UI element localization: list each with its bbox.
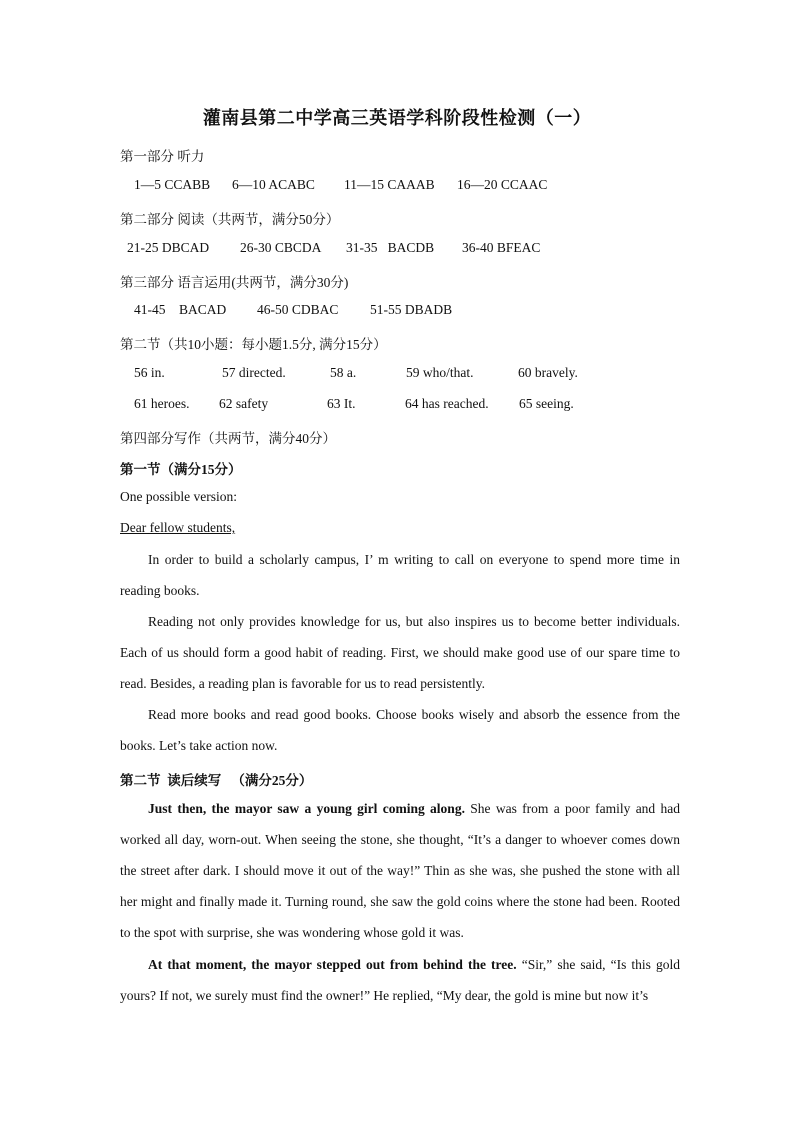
paragraph-text: In order to build a scholarly campus, I’ m writing to call on everyone to spend more time in reading books. [120,552,680,598]
fill-answer: 60 bravely. [518,365,578,380]
paragraph-text: Reading not only provides knowledge for us, but also inspires us to become better individuals. Each of us should form a good habit of reading. First, we should make good use of our spare time to read. Besides, a reading plan is favorable for us to read persistently. [120,614,680,691]
paragraph-text: Read more books and read good books. Choose books wisely and absorb the essence from the books. Let’s take action now. [120,707,680,753]
answer-group: 46-50 CDBAC [257,302,339,317]
continuation-paragraph [120,793,680,948]
part3-section2-heading: 第二节（共10小题：每小题1.5分, 满分15分） [120,337,387,352]
fill-answer: 65 seeing. [519,396,574,411]
letter-paragraph [120,544,680,606]
letter-paragraph [120,699,680,761]
letter-paragraph [120,606,680,699]
fill-answer: 58 a. [330,365,357,380]
fill-answer: 62 safety [219,396,269,411]
paragraph-text: She was from a poor family and had worked all day, worn-out. When seeing the stone, she thought, “It’s a danger to whoever comes down the street after dark. I should move it out of the way!” Thin as she was, she pushed the stone with all her might and finally made it. Turning round, she saw the gold coins where the stone had been. Rooted to the spot with surprise, she was wondering whose gold it was. [120,801,680,940]
answer-group: 36-40 BFEAC [462,240,541,255]
answer-group: 6—10 ACABC [232,177,315,192]
part3-heading: 第三部分 语言运用(共两节，满分30分) [120,275,349,290]
version-label: One possible version: [120,489,237,504]
section2-heading: 第二节 读后续写 （满分25分） [120,773,313,788]
fill-answer: 59 who/that. [406,365,474,380]
letter-greeting: Dear fellow students, [120,520,236,535]
fill-answer: 56 in. [134,365,165,380]
answer-group: 16—20 CCAAC [457,177,548,192]
fill-answer: 64 has reached. [405,396,489,411]
paragraph-text: “Sir,” she said, “Is this gold yours? If not, we surely must find the owner!” He replied, “My dear, the gold is mine but now it’s [120,957,681,1003]
answer-group: 11—15 CAAAB [344,177,435,192]
answer-group: 51-55 DBADB [370,302,453,317]
answer-group: 21-25 DBCAD [127,240,210,255]
answer-group: 31-35 BACDB [346,240,435,255]
answer-group: 1—5 CCABB [134,177,211,192]
fill-answer: 57 directed. [222,365,286,380]
fill-answer: 63 It. [327,396,356,411]
answer-group: 41-45 BACAD [134,302,227,317]
section1-heading: 第一节（满分15分） [120,462,242,477]
part1-heading: 第一部分 听力 [120,149,205,164]
page-title: 灌南县第二中学高三英语学科阶段性检测（一） [202,108,592,128]
fill-answer: 61 heroes. [134,396,190,411]
part4-heading: 第四部分写作（共两节，满分40分） [120,431,336,446]
paragraph-lead: Just then, the mayor saw a young girl coming along. [148,801,465,816]
part2-heading: 第二部分 阅读（共两节，满分50分） [120,212,340,227]
answer-group: 26-30 CBCDA [240,240,322,255]
paragraph-lead: At that moment, the mayor stepped out from behind the tree. [148,957,517,972]
continuation-paragraph [120,949,680,1011]
